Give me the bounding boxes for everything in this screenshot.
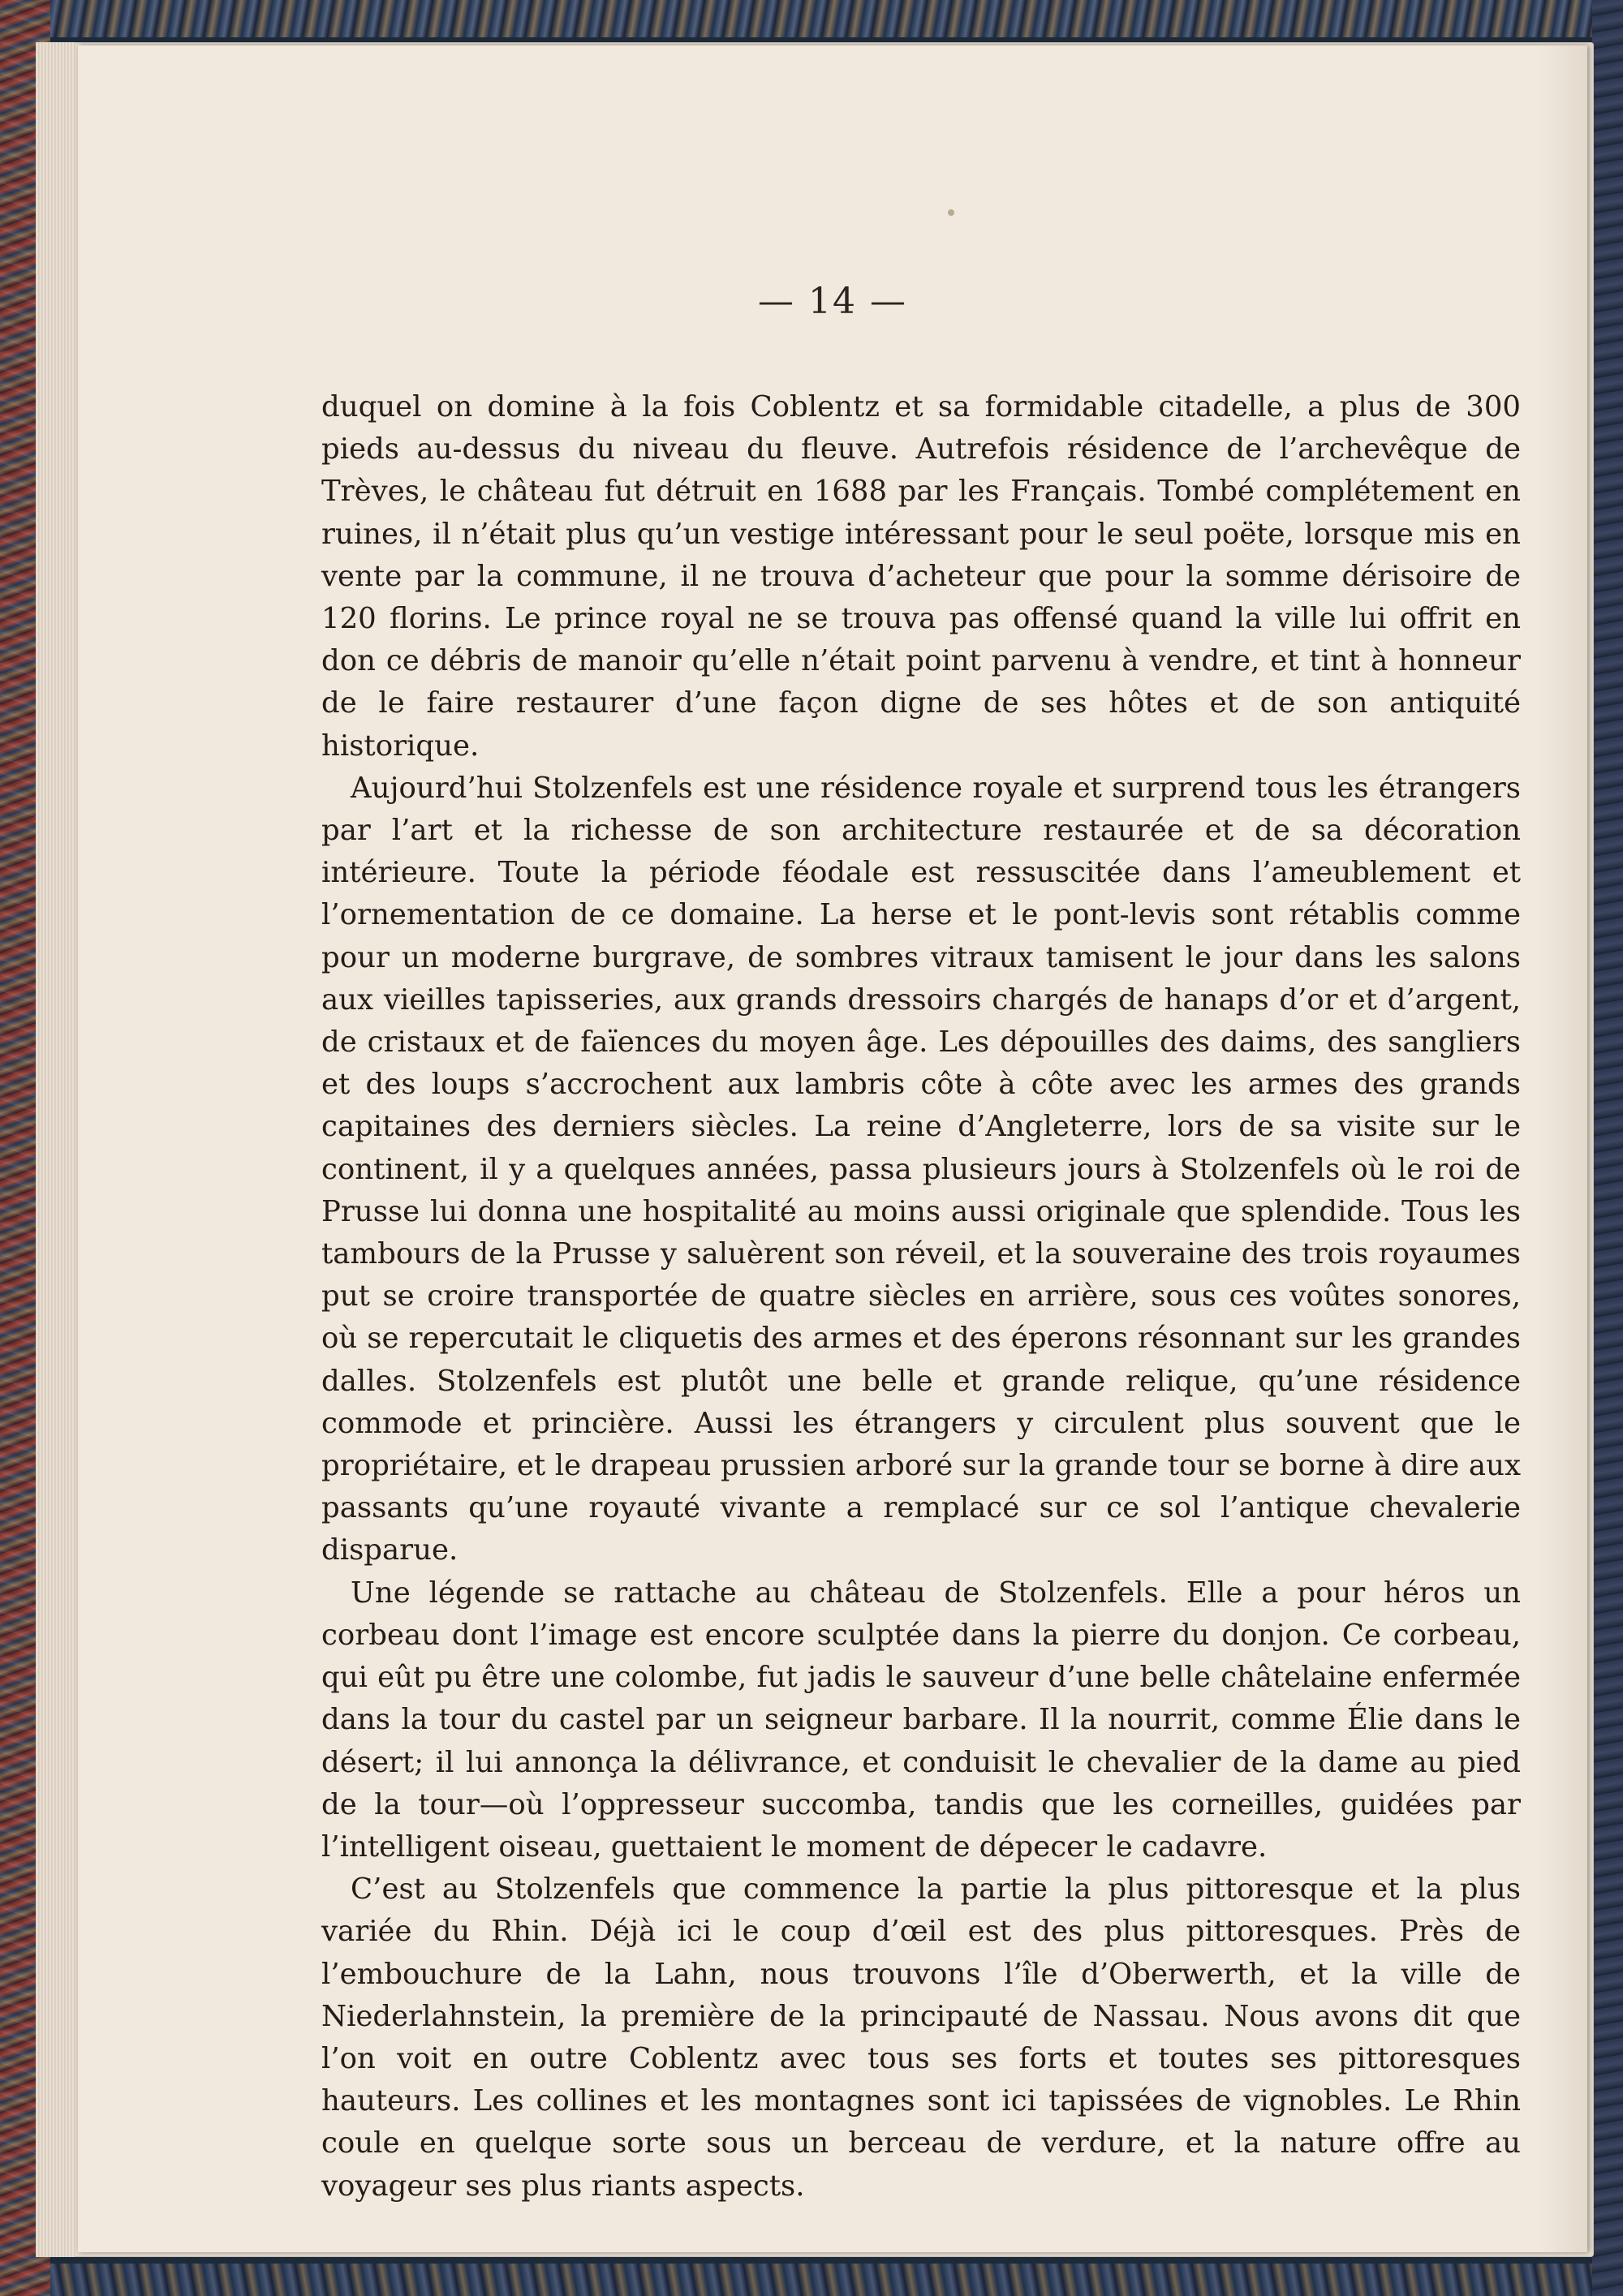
page-fold-shadow	[1539, 45, 1587, 2252]
marbled-endpaper-bottom	[50, 2264, 1623, 2296]
paragraph-2: Aujourd’hui Stolzenfels est une résidence royale et surprend tous les étrangers par l’art et la richesse de son architecture restaurée et de sa décoration intérieure. Toute la période féodale est ressuscitée dans l’ameublement et l’ornementation de ce domaine. La herse et le pont-levis sont rétablis comme pour un moderne burgrave, de sombres vitraux tamisent le jour dans les salons aux vieilles tapisseries, aux grands dressoirs chargés de hanaps d’or et d’argent, de cristaux et de faïences du moyen âge. Les dépouilles des daims, des sangliers et des loups s’accrochent aux lambris côte à côte avec les armes des grands capitaines des derniers siècles. La reine d’Angleterre, lors de sa visite sur le continent, il y a quelques années, passa plusieurs jours à Stolzenfels où le roi de Prusse lui donna une hospitalité au moins aussi originale que splendide. Tous les tambours de la Prusse y saluèrent son réveil, et la souveraine des trois royaumes put se croire transportée de quatre siècles en arrière, sous ces voûtes sonores, où se repercutait le cliquetis des armes et des éperons résonnant sur les grandes dalles. Stolzenfels est plutôt une belle et grande relique, qu’une résidence commode et princière. Aussi les étrangers y circulent plus souvent que le propriétaire, et le drapeau prussien arboré sur la grande tour se borne à dire aux passants qu’une royauté vivante a remplacé sur ce sol l’antique chevalerie disparue.	[321, 771, 1521, 1567]
paper-speck	[948, 209, 954, 216]
paragraph-3: Une légende se rattache au château de Stolzenfels. Elle a pour héros un corbeau dont l’image est encore sculptée dans la pierre du donjon. Ce corbeau, qui eût pu être une colombe, fut jadis le sauveur d’une belle châtelaine enfermée dans la tour du castel par un seigneur barbare. Il la nourrit, comme Élie dans le désert; il lui annonça la délivrance, et conduisit le chevalier de la dame au pied de la tour—où l’oppresseur succomba, tandis que les corneilles, guidées par l’intelligent oiseau, guettaient le moment de dépecer le cadavre.	[321, 1576, 1521, 1864]
page-number: — 14 —	[758, 281, 907, 322]
book-page	[78, 45, 1587, 2252]
paragraph-4: C’est au Stolzenfels que commence la partie la plus pittoresque et la plus variée du Rhin. Déjà ici le coup d’œil est des plus pittoresques. Près de l’embouchure de la Lahn, nous trouvons l’île d’Oberwerth, et la ville de Niederlahnstein, la première de la principauté de Nassau. Nous avons dit que l’on voit en outre Coblentz avec tous ses forts et toutes ses pittoresques hauteurs. Les collines et les montagnes sont ici tapissées de vignobles. Le Rhin coule en quelque sorte sous un berceau de verdure, et la nature offre au voyageur ses plus riants aspects.	[321, 1872, 1521, 2203]
body-text	[321, 386, 1521, 2208]
marbled-endpaper-right	[1592, 0, 1623, 2296]
marbled-endpaper-top	[50, 0, 1623, 37]
paragraph-1: duquel on domine à la fois Coblentz et sa formidable citadelle, a plus de 300 pieds au-dessus du niveau du fleuve. Autrefois résidence de l’archevêque de Trèves, le château fut détruit en 1688 par les Français. Tombé complétement en ruines, il n’était plus qu’un vestige intéressant pour le seul poëte, lorsque mis en vente par la commune, il ne trouva d’acheteur que pour la somme dérisoire de 120 florins. Le prince royal ne se trouva pas offensé quand la ville lui offrit en don ce débris de manoir qu’elle n’était point parvenu à vendre, et tint à honneur de le faire restaurer d’une façon digne de ses hôtes et de son antiquité historique.	[321, 390, 1521, 763]
